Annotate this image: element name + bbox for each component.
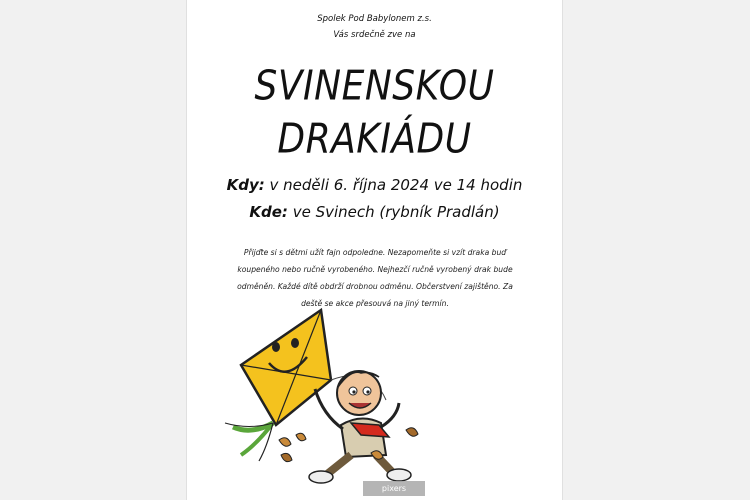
when-value: v neděli 6. října 2024 ve 14 hodin	[264, 176, 523, 194]
title-line-1: SVINENSKOU	[254, 62, 495, 111]
invite-line: Vás srdečně zve na	[333, 30, 416, 40]
title-line-2: DRAKIÁDU	[277, 115, 472, 164]
leaf-icon	[279, 438, 291, 447]
pixers-watermark: pixers	[363, 481, 425, 496]
organizer-name: Spolek Pod Babylonem z.s.	[317, 14, 432, 24]
kite-boy-illustration	[211, 305, 431, 485]
where-value: ve Svinech (rybník Pradlán)	[287, 203, 500, 221]
where-label: Kde:	[249, 203, 288, 221]
event-description: Přijďte si s dětmi užít fajn odpoledne. Nezapomeňte si vzít draka buď koupeného nebo ručně vyrobeného. Nejhezčí ručně vyrobený drak bude odměněn. Každé dítě obdrží drobnou odměnu. Občerstvení zajištěno. Za deště se akce přesouvá na jiný termín.	[237, 248, 513, 308]
when-line	[187, 176, 562, 194]
flyer-page	[186, 0, 563, 500]
where-line	[187, 203, 562, 221]
when-label: Kdy:	[226, 176, 265, 194]
